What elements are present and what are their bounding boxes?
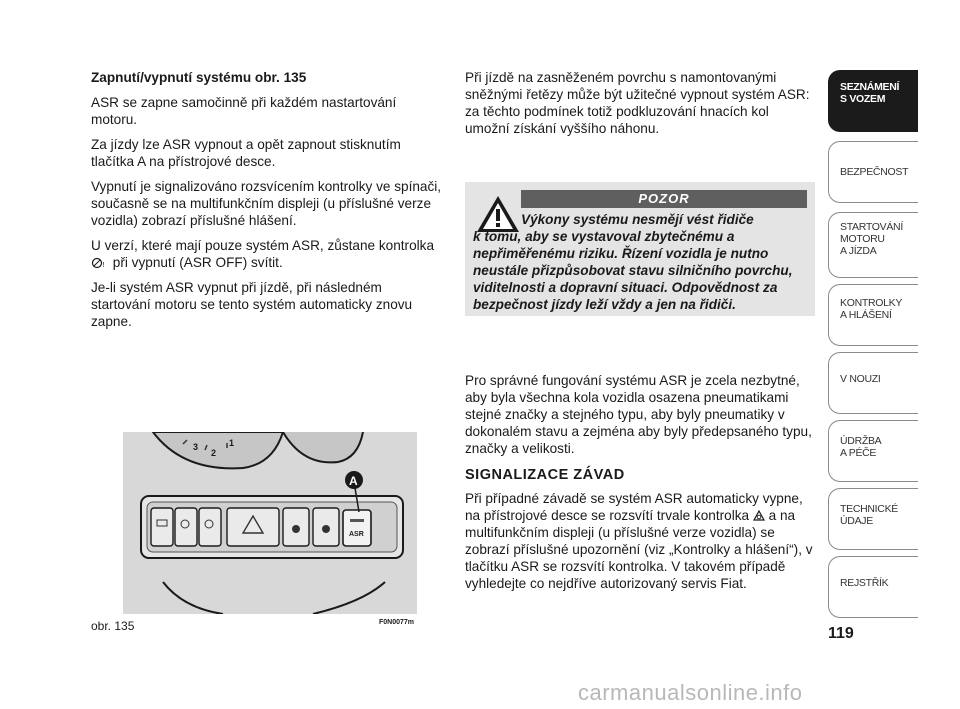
paragraph-4 — [91, 237, 443, 271]
asr-warning-light-icon — [91, 257, 109, 269]
tab-udrzba[interactable]: ÚDRŽBA A PÉČE — [828, 420, 918, 482]
dashboard-figure — [123, 432, 417, 614]
snow-chains-paragraph: Při jízdě na zasněženém povrchu s namontovanými sněžnými řetězy může být užitečné vypnout systém ASR: za těchto podmínek totiž podkluzování hnacích kol umožní získání vyššího náhonu. — [465, 70, 810, 136]
figure-code: F0N0077m — [379, 619, 415, 626]
fault-paragraph — [465, 490, 815, 592]
paragraph-4-start: U verzí, které mají pouze systém ASR, zůstane kontrolka — [91, 238, 435, 253]
tab-seznameni[interactable]: SEZNÁMENÍ S VOZEM — [828, 70, 918, 132]
paragraph-5: Je-li systém ASR vypnut při jízdě, při následném startování motoru se tento systém automaticky znovu zapne. — [91, 280, 413, 329]
asr-button-label: ASR — [349, 531, 364, 538]
watermark: carmanualsonline.info — [578, 680, 803, 705]
right-column-top — [465, 69, 815, 145]
tab-technicke[interactable]: TECHNICKÉ ÚDAJE — [828, 488, 918, 550]
fault-paragraph-start: Při případné závadě se systém ASR automaticky vypne, na přístrojové desce se rozsvítí trvale kontrolka — [465, 491, 803, 523]
fault-section-title: SIGNALIZACE ZÁVAD — [465, 467, 625, 483]
tab-rejstrik[interactable]: REJSTŘÍK — [828, 556, 918, 618]
left-column — [91, 69, 443, 338]
tab-startovani[interactable]: STARTOVÁNÍ MOTORU A JÍZDA — [828, 212, 918, 278]
warning-header: POZOR — [521, 190, 807, 208]
svg-text:!: ! — [102, 261, 105, 269]
gauge-number-2: 2 — [211, 448, 217, 458]
tab-kontrolky[interactable]: KONTROLKY A HLÁŠENÍ — [828, 284, 918, 346]
fault-warning-light-icon — [753, 510, 765, 522]
dashboard-illustration — [123, 432, 417, 614]
gauge-number-3: 3 — [193, 442, 199, 452]
warning-text: k tomu, aby se vystavoval zbytečnému a nepřiměřenému riziku. Řízení vozidla je nutno neustále přizpůsobovat stavu silničního povrchu, viditelnosti a dopravní situaci. Odpovědnost za bezpečnost jízdy leží vždy a jen na řidiči. — [473, 229, 793, 312]
gauge-number-1: 1 — [229, 438, 235, 448]
figure-caption: obr. 135 — [91, 619, 135, 633]
paragraph-3: Vypnutí je signalizováno rozsvícením kontrolky ve spínači, současně se na multifunkčním displeji (u příslušné verze vozidla) zobrazí příslušné hlášení. — [91, 179, 442, 228]
paragraph-1: ASR se zapne samočinně při každém nastartování motoru. — [91, 95, 397, 127]
tyres-paragraph: Pro správné fungování systému ASR je zcela nezbytné, aby byla všechna kola vozidla osazena pneumatikami stejné značky a stejného typu, aby byly pneumatiky v dokonalém stavu a zejména aby byly předepsaného typu, značky a velikosti. — [465, 373, 812, 456]
tab-bezpecnost[interactable]: BEZPEČNOST — [828, 141, 918, 203]
callout-letter: A — [349, 474, 358, 488]
warning-text-block — [465, 211, 815, 313]
tab-v-nouzi[interactable]: V NOUZI — [828, 352, 918, 414]
right-column-bottom — [465, 372, 815, 600]
warning-box — [465, 182, 815, 316]
warning-first-line: Výkony systému nesmějí vést řidiče — [521, 212, 754, 227]
paragraph-2: Za jízdy lze ASR vypnout a opět zapnout stisknutím tlačítka A na přístrojové desce. — [91, 137, 401, 169]
page-number: 119 — [828, 625, 854, 642]
section-heading: Zapnutí/vypnutí systému obr. 135 — [91, 70, 307, 85]
paragraph-4-end: při vypnutí (ASR OFF) svítit. — [112, 255, 283, 270]
fault-paragraph-end: a na multifunkčním displeji (u příslušné verze vozidla) se zobrazí příslušné upozornění (viz „Kontrolky a hlášení“), v tlačítku ASR se rozsvítí kontrolka. V takovém případě vyhledejte co nejdříve autorizovaný servis Fiat. — [465, 508, 813, 591]
